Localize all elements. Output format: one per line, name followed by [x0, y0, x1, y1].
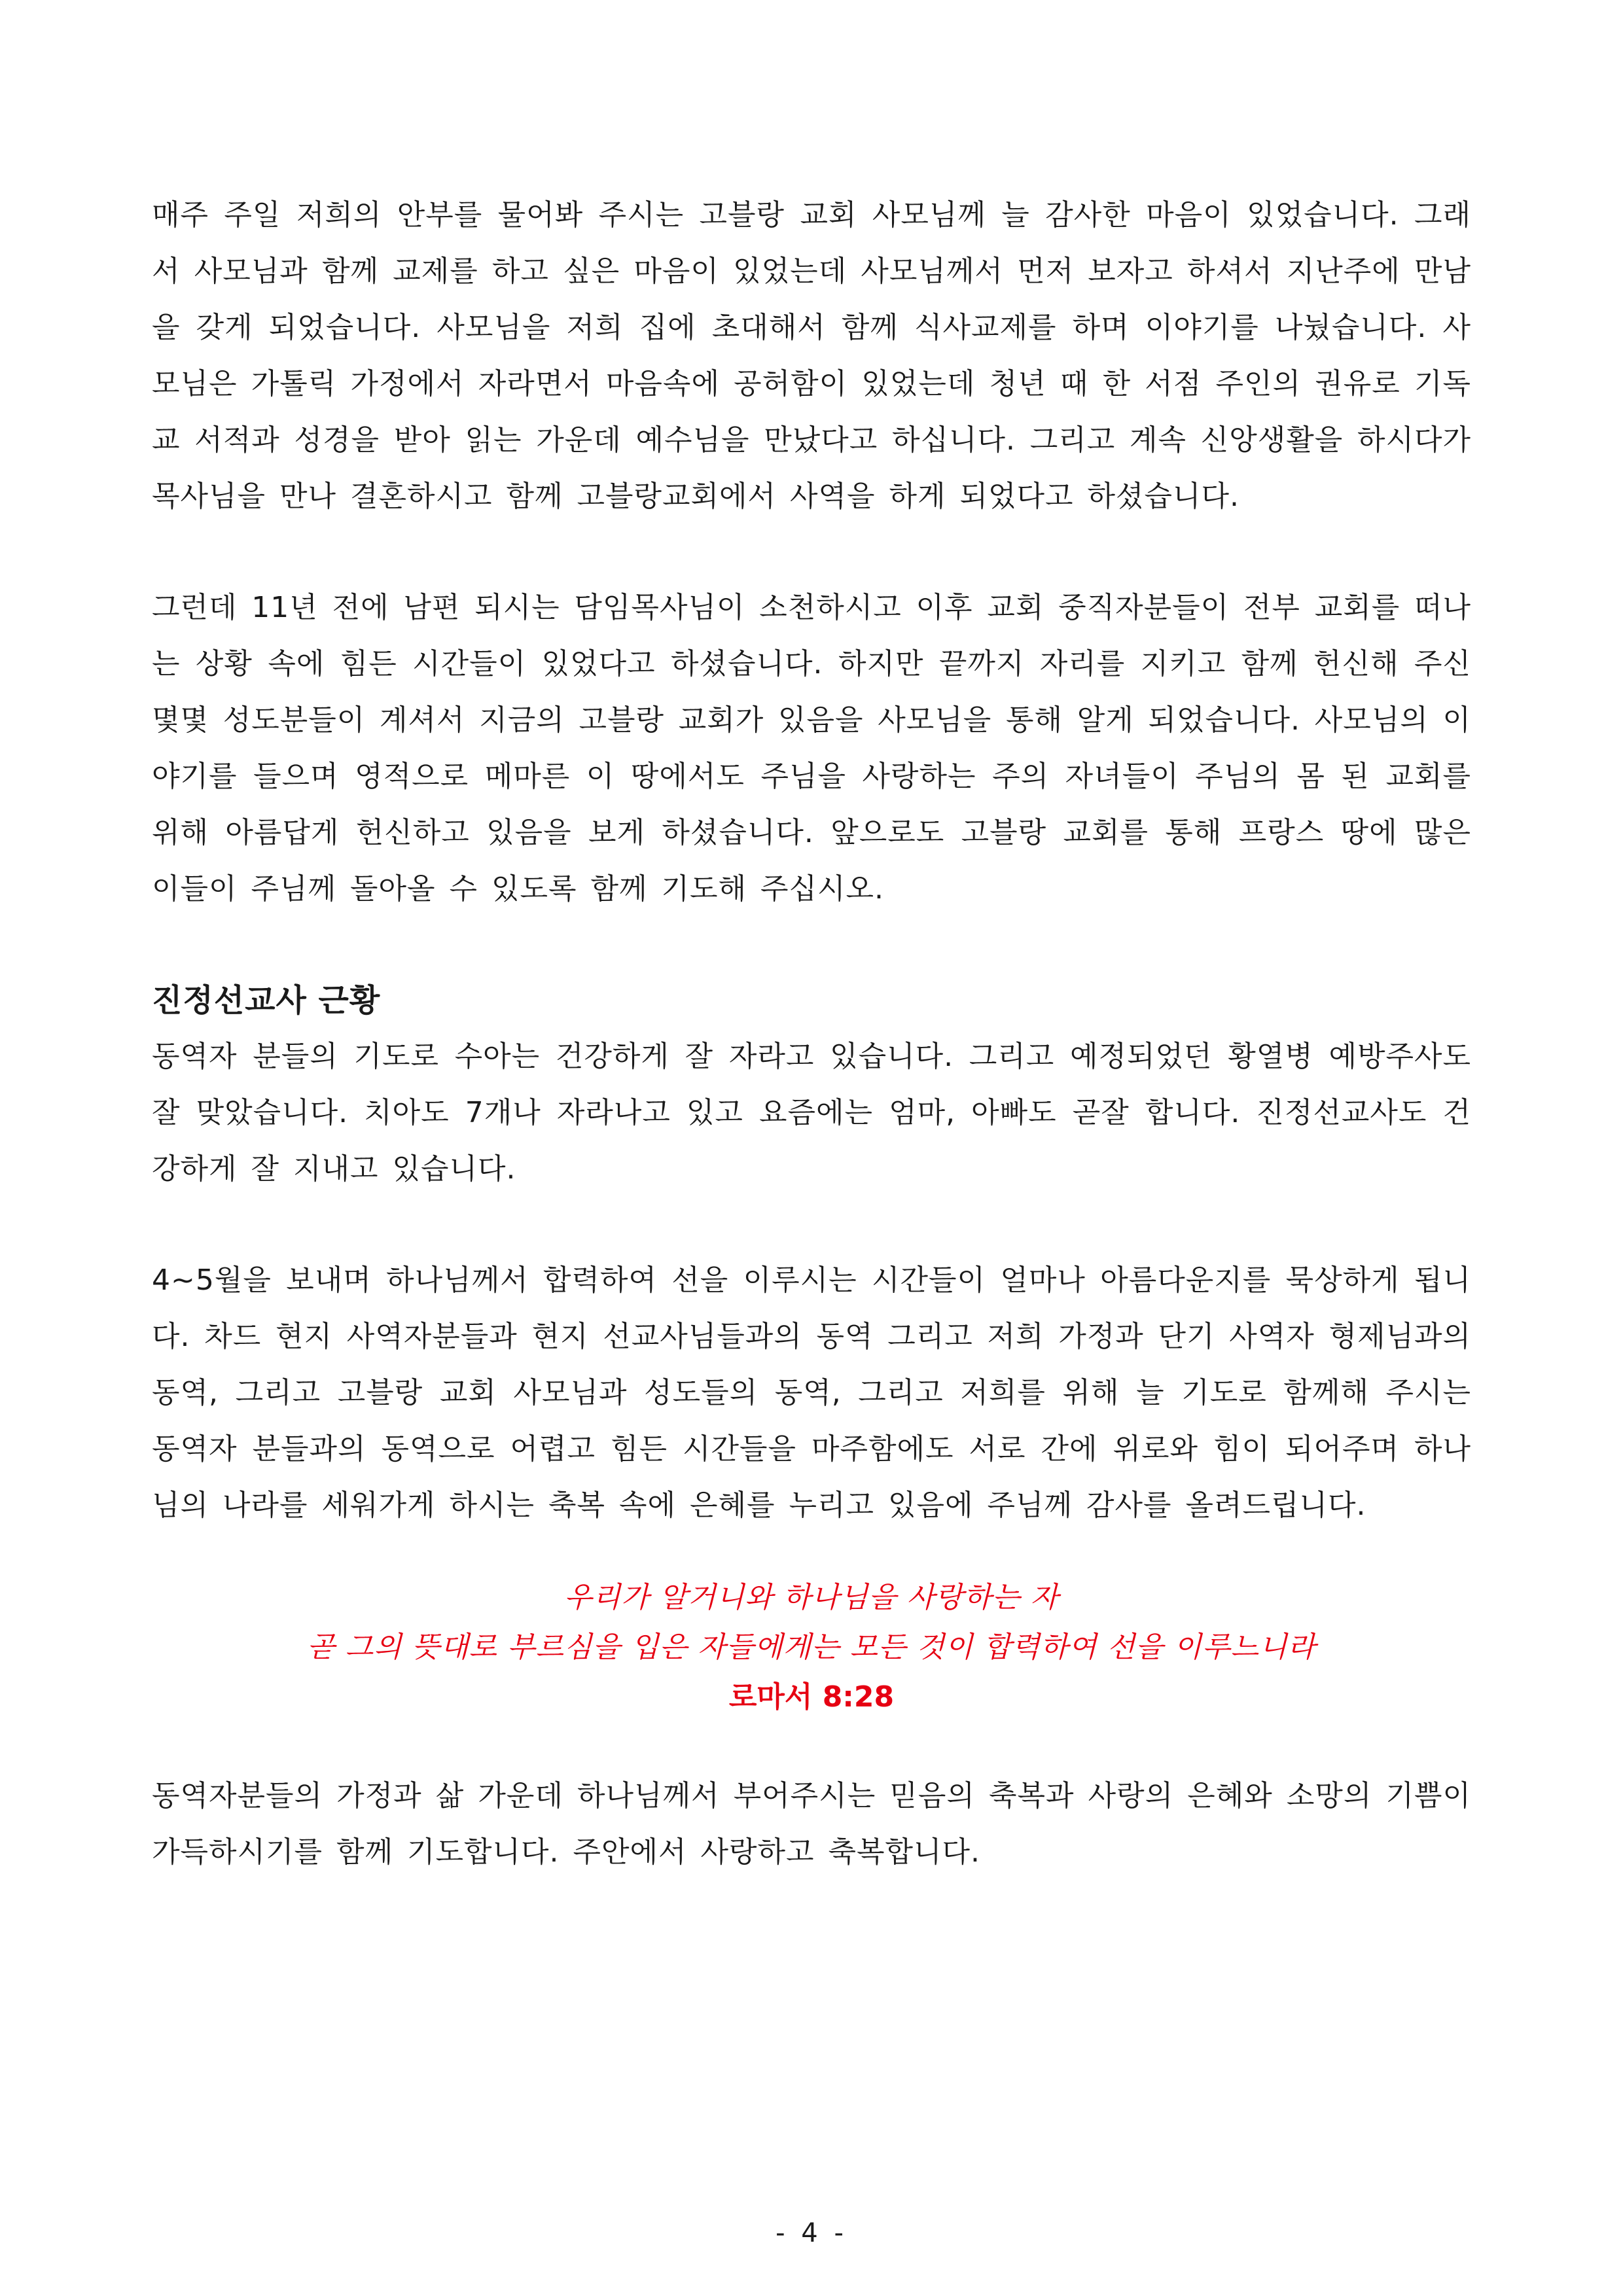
- paragraph-gap: [152, 917, 1471, 972]
- verse-line-2: 곧 그의 뜻대로 부르심을 입은 자들에게는 모든 것이 합력하여 선을 이루느니라: [307, 1631, 1316, 1664]
- page-number: - 4 -: [776, 2218, 847, 2248]
- bible-verse-block: [152, 1573, 1471, 1722]
- paragraph-church-history: 그런데 11년 전에 남편 되시는 담임목사님이 소천하시고 이후 교회 중직자분들이 전부 교회를 떠나는 상황 속에 힘든 시간들이 있었다고 하셨습니다. 하지만 끝까지 자리를 지키고 함께 헌신해 주신 몇몇 성도분들이 계셔서 지금의 고블랑 교회가 있음을 사모님을 통해 알게 되었습니다. 사모님의 이야기를 들으며 영적으로 메마른 이 땅에서도 주님을 사랑하는 주의 자녀들이 주님의 몸 된 교회를 위해 아름답게 헌신하고 있음을 보게 하셨습니다. 앞으로도 고블랑 교회를 통해 프랑스 땅에 많은 이들이 주님께 돌아올 수 있도록 함께 기도해 주십시오.: [152, 591, 1471, 906]
- paragraph-family-update: 동역자 분들의 기도로 수아는 건강하게 잘 자라고 있습니다. 그리고 예정되었던 황열병 예방주사도 잘 맞았습니다. 치아도 7개나 자라나고 있고 요즘에는 엄마, 아빠도 곧잘 합니다. 진정선교사도 건강하게 잘 지내고 있습니다.: [152, 1040, 1471, 1186]
- verse-reference: 로마서 8:28: [728, 1680, 895, 1714]
- paragraph-gap: [152, 1197, 1471, 1252]
- section-heading: 진정선교사 근황: [152, 982, 381, 1019]
- page-content: [152, 187, 1471, 1881]
- paragraph-visit-with-pastors-wife: 매주 주일 저희의 안부를 물어봐 주시는 고블랑 교회 사모님께 늘 감사한 마음이 있었습니다. 그래서 사모님과 함께 교제를 하고 싶은 마음이 있었는데 사모님께서 먼저 보자고 하셔서 지난주에 만남을 갖게 되었습니다. 사모님을 저희 집에 초대해서 함께 식사교제를 하며 이야기를 나눴습니다. 사모님은 가톨릭 가정에서 자라면서 마음속에 공허함이 있었는데 청년 때 한 서점 주인의 권유로 기독교 서적과 성경을 받아 읽는 가운데 예수님을 만났다고 하십니다. 그리고 계속 신앙생활을 하시다가 목사님을 만나 결혼하시고 함께 고블랑교회에서 사역을 하게 되었다고 하셨습니다.: [152, 198, 1471, 513]
- paragraph-gap: [152, 1722, 1471, 1768]
- verse-line-1: 우리가 알거니와 하나님을 사랑하는 자: [563, 1581, 1059, 1614]
- paragraph-closing-blessing: 동역자분들의 가정과 삶 가운데 하나님께서 부어주시는 믿음의 축복과 사랑의 은혜와 소망의 기쁨이 가득하시기를 함께 기도합니다. 주안에서 사랑하고 축복합니다.: [152, 1779, 1471, 1869]
- paragraph-gap: [152, 1534, 1471, 1573]
- paragraph-gap: [152, 525, 1471, 580]
- paragraph-reflection: 4~5월을 보내며 하나님께서 합력하여 선을 이루시는 시간들이 얼마나 아름다운지를 묵상하게 됩니다. 차드 현지 사역자분들과 현지 선교사님들과의 동역 그리고 저희 가정과 단기 사역자 형제님과의 동역, 그리고 고블랑 교회 사모님과 성도들의 동역, 그리고 저희를 위해 늘 기도로 함께해 주시는 동역자 분들과의 동역으로 어렵고 힘든 시간들을 마주함에도 서로 간에 위로와 힘이 되어주며 하나님의 나라를 세워가게 하시는 축복 속에 은혜를 누리고 있음에 주님께 감사를 올려드립니다.: [152, 1263, 1471, 1522]
